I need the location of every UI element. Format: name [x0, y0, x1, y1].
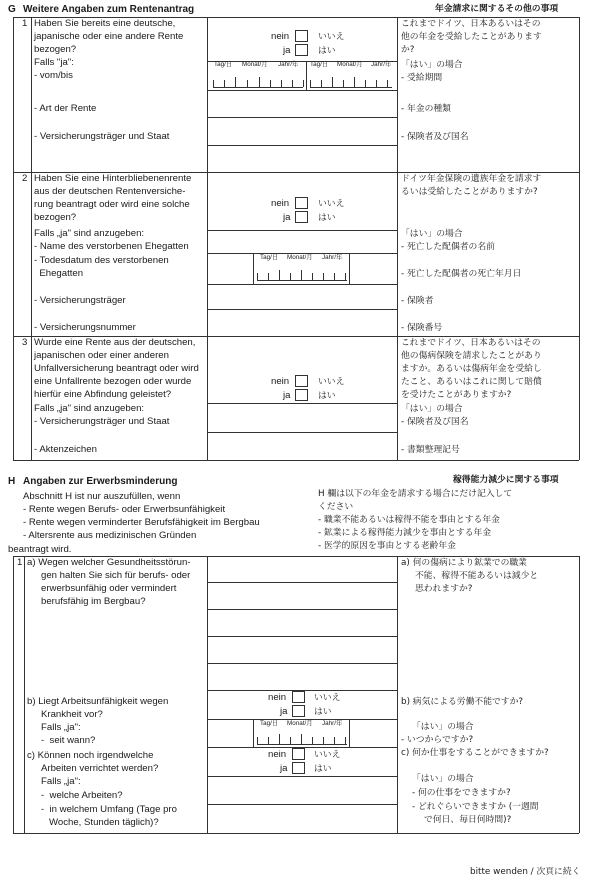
h-intro-ja-line-3: - 職業不能あるいは稼得不能を事由とする年金 [318, 515, 500, 525]
g-q1-ja-traeger: - 保険者及び国名 [401, 132, 469, 142]
g-q1-ja-checkbox[interactable] [295, 44, 308, 56]
g-q3-nein-label: nein [271, 376, 290, 387]
h-intro-line-4: - Altersrente aus medizinischen Gründen [23, 530, 197, 541]
h-qb-line-3: Falls „ja": [41, 722, 81, 733]
h-qc-umfang-field[interactable] [210, 806, 396, 832]
date-month-label: Monat/月 [287, 254, 313, 261]
g-q3-line-5: hierfür eine Abfindung geleistet? [34, 389, 172, 400]
h-qc-line-2: Arbeiten verrichtet werden? [41, 763, 159, 774]
date-year-label: Jahr/年 [278, 61, 299, 68]
h-qc-ja-ja-label: はい [314, 764, 332, 774]
g-q1-nein-ja-label: いいえ [318, 32, 345, 42]
date-year-label: Jahr/年 [371, 61, 392, 68]
g-q1-art-field[interactable] [210, 92, 396, 116]
g-q1-line-2: japanische oder eine andere Rente [34, 31, 184, 42]
h-qa-answer-field[interactable] [210, 558, 396, 688]
g-q3-akten-label: - Aktenzeichen [34, 444, 97, 455]
h-qb-ja-line-3: - いつからですか? [401, 735, 474, 745]
h-intro-line-2: - Rente wegen Berufs- oder Erwerbsunfähigkeit [23, 504, 226, 515]
g-q3-traeger-field[interactable] [210, 405, 396, 431]
date-month-label: Monat/月 [287, 720, 313, 727]
section-g-title-ja: 年金請求に関するその他の事項 [435, 4, 559, 14]
g-q3-ja-line-7: - 保険者及び国名 [401, 417, 469, 427]
h-intro-ja-line-5: - 医学的原因を事由とする老齢年金 [318, 541, 456, 551]
g-q2-nein-label: nein [271, 198, 290, 209]
g-q3-line-6: Falls „ja" sind anzugeben: [34, 403, 145, 414]
h-qc-ja-line-5: で何日、毎日何時間)? [424, 815, 512, 825]
g-q2-ja-traeger: - 保険者 [401, 296, 434, 306]
h-qb-ja-ja-label: はい [314, 707, 332, 717]
g-q2-line-4: bezogen? [34, 212, 77, 223]
g-q3-number: 3 [22, 337, 28, 348]
h-qa-ja-line-1: a) 何の傷病により鉱業での職業 [401, 558, 527, 568]
section-g-title: Weitere Angaben zum Rentenantrag [23, 4, 195, 15]
g-q2-number: 2 [22, 173, 28, 184]
g-q1-ja-ja-label: はい [318, 46, 336, 56]
g-q2-nein-checkbox[interactable] [295, 197, 308, 209]
h-qc-ja-line-4: - どれぐらいできますか (一週間 [412, 802, 539, 812]
g-q1-ja-label: ja [283, 45, 291, 56]
section-g-letter: G [8, 4, 16, 15]
g-q1-line-1: Haben Sie bereits eine deutsche, [34, 18, 176, 29]
g-q1-line-4: Falls "ja": [34, 57, 74, 68]
g-q2-nein-ja-label: いいえ [318, 199, 345, 209]
g-q2-line-7: - Todesdatum des verstorbenen [34, 255, 169, 266]
h-qc-ja-line-2: 「はい」の場合 [412, 774, 474, 784]
g-q3-ja-label: ja [283, 390, 291, 401]
h-qc-ja-label: ja [280, 763, 288, 774]
g-q1-ja-line-1: これまでドイツ、日本あるいはその [401, 19, 541, 29]
h-qb-ja-line-1: b) 病気による労働不能ですか? [401, 697, 524, 707]
h-qb-line-4: - seit wann? [41, 735, 96, 746]
date-month-label: Monat/月 [337, 61, 363, 68]
g-q3-ja-line-2: 他の傷病保険を請求したことがあり [401, 351, 542, 361]
g-q1-traeger-field[interactable] [210, 119, 396, 143]
g-q3-line-2: japanischen oder einer anderen [34, 350, 169, 361]
h-qa-ja-line-2: 不能、稼得不能あるいは減少と [415, 571, 539, 581]
page-footer: bitte wenden / 次頁に続く [470, 867, 581, 877]
g-q1-ja-art: - 年金の種類 [401, 104, 451, 114]
h-qc-arbeiten-field[interactable] [210, 778, 396, 803]
g-q1-traeger-field-2[interactable] [210, 147, 396, 171]
h-qc-nein-checkbox[interactable] [292, 748, 305, 760]
g-q3-nein-checkbox[interactable] [295, 375, 308, 387]
g-q2-ja-nummer: - 保険番号 [401, 323, 443, 333]
g-q3-line-4: eine Unfallrente bezogen oder wurde [34, 376, 192, 387]
g-q3-line-3: Unfallversicherung beantragt oder wird [34, 363, 199, 374]
g-q2-nummer-field[interactable] [210, 311, 396, 335]
h-qc-line-6: Woche, Stunden täglich)? [41, 817, 159, 828]
h-intro-ja-line-4: - 鉱業による稼得能力減少を事由とする年金 [318, 528, 492, 538]
h-intro-ja-line-1: H 欄は以下の年金を請求する場合にだけ記入して [318, 489, 513, 499]
date-day-label: Tag/日 [310, 61, 329, 68]
g-q2-ja-falls: 「はい」の場合 [401, 229, 463, 239]
section-h-title: Angaben zur Erwerbsminderung [23, 476, 178, 487]
g-q3-ja-line-4: たこと、あるいはこれに関して賠償 [401, 377, 542, 387]
g-q1-number: 1 [22, 18, 28, 29]
g-q3-ja-line-3: ますか。あるいは傷病年金を受給し [401, 364, 542, 374]
h-qb-line-2: Krankheit vor? [41, 709, 103, 720]
date-month-label: Monat/月 [242, 61, 268, 68]
g-q1-nein-checkbox[interactable] [295, 30, 308, 42]
g-q2-ja-name: - 死亡した配偶者の名前 [401, 242, 495, 252]
h-qa-ja-line-3: 思われますか? [415, 584, 473, 594]
g-q1-traeger-label: - Versicherungsträger und Staat [34, 131, 170, 142]
g-q2-ja-line-2: るいは受給したことがありますか? [401, 187, 538, 197]
h-qc-nein-ja-label: いいえ [314, 750, 341, 760]
h-intro-line-1: Abschnitt H ist nur auszufüllen, wenn [23, 491, 181, 502]
section-h-letter: H [8, 476, 16, 487]
date-day-label: Tag/日 [260, 720, 279, 727]
g-q1-line-3: bezogen? [34, 44, 77, 55]
h-intro-line-3: - Rente wegen verminderter Berufsfähigkeit im Bergbau [23, 517, 260, 528]
g-q2-traeger-label: - Versicherungsträger [34, 295, 126, 306]
g-q2-line-2: aus der deutschen Rentenversiche- [34, 186, 186, 197]
h-qb-ja-line-2: 「はい」の場合 [412, 722, 474, 732]
h-qa-line-3: erwerbsunfähig oder vermindert [41, 583, 177, 594]
g-q2-line-1: Haben Sie eine Hinterbliebenenrente [34, 173, 192, 184]
g-q1-ja-line-4: 「はい」の場合 [401, 60, 463, 70]
date-year-label: Jahr/年 [322, 720, 343, 727]
h-qa-line-2: gen halten Sie sich für berufs- oder [41, 570, 191, 581]
h-qc-ja-line-1: c) 何か仕事をすることができますか? [401, 748, 549, 758]
g-q1-nein-label: nein [271, 31, 290, 42]
h-qb-ja-checkbox[interactable] [292, 705, 305, 717]
g-q1-ja-line-2: 他の年金を受給したことがあります [401, 32, 542, 42]
g-q2-line-5: Falls „ja" sind anzugeben: [34, 228, 145, 239]
h-qc-line-3: Falls „ja": [41, 776, 81, 787]
g-q2-ja-label: ja [283, 212, 291, 223]
g-q3-ja-line-1: これまでドイツ、日本あるいはその [401, 338, 541, 348]
h-qb-nein-checkbox[interactable] [292, 691, 305, 703]
g-q3-akten-field[interactable] [210, 434, 396, 459]
g-q3-ja-ja-label: はい [318, 391, 336, 401]
g-q3-line-1: Wurde eine Rente aus der deutschen, [34, 337, 196, 348]
g-q3-ja-line-6: 「はい」の場合 [401, 404, 463, 414]
date-day-label: Tag/日 [214, 61, 233, 68]
date-day-label: Tag/日 [260, 254, 279, 261]
g-q1-art-label: - Art der Rente [34, 103, 97, 114]
g-q2-ja-tod: - 死亡した配偶者の死亡年月日 [401, 269, 522, 279]
g-q1-ja-line-5: - 受給期間 [401, 73, 443, 83]
g-q1-line-5: - vom/bis [34, 70, 73, 81]
h-qa-line-4: berufsfähig im Bergbau? [41, 596, 146, 607]
g-q3-ja-akten: - 書類整理記号 [401, 445, 460, 455]
g-q2-name-field[interactable] [210, 232, 396, 252]
g-q3-nein-ja-label: いいえ [318, 377, 345, 387]
h-qc-nein-label: nein [268, 749, 287, 760]
g-q2-line-3: rung beantragt oder wird eine solche [34, 199, 190, 210]
date-year-label: Jahr/年 [322, 254, 343, 261]
h-q1-number: 1 [17, 557, 23, 568]
h-qc-line-5: - in welchem Umfang (Tage pro [41, 804, 177, 815]
h-qa-line-1: a) Wegen welcher Gesundheitsstörun- [27, 557, 191, 568]
g-q2-ja-ja-label: はい [318, 213, 336, 223]
g-q2-ja-line-1: ドイツ年金保険の遺族年金を請求す [401, 174, 542, 184]
g-q2-nummer-label: - Versicherungsnummer [34, 322, 136, 333]
h-qb-ja-label: ja [280, 706, 288, 717]
section-h-title-ja: 稼得能力減少に関する事項 [453, 475, 559, 485]
g-q2-ja-checkbox[interactable] [295, 211, 308, 223]
h-intro-line-5: beantragt wird. [8, 544, 72, 555]
h-qc-ja-checkbox[interactable] [292, 762, 305, 774]
g-q3-ja-line-5: を受けたことがありますか? [401, 390, 512, 400]
g-q3-line-7: - Versicherungsträger und Staat [34, 416, 170, 427]
h-qb-nein-label: nein [268, 692, 287, 703]
g-q2-line-6: - Name des verstorbenen Ehegatten [34, 241, 189, 252]
h-qc-line-1: c) Können noch irgendwelche [27, 750, 154, 761]
g-q1-ja-line-3: か? [401, 45, 415, 55]
g-q2-traeger-field[interactable] [210, 286, 396, 308]
h-qb-nein-ja-label: いいえ [314, 693, 341, 703]
g-q3-ja-checkbox[interactable] [295, 389, 308, 401]
g-q2-line-8: Ehegatten [34, 268, 84, 279]
h-intro-ja-line-2: ください [318, 502, 354, 512]
h-qc-ja-line-3: - 何の仕事をできますか? [412, 788, 511, 798]
h-qb-line-1: b) Liegt Arbeitsunfähigkeit wegen [27, 696, 169, 707]
h-qc-line-4: - welche Arbeiten? [41, 790, 123, 801]
